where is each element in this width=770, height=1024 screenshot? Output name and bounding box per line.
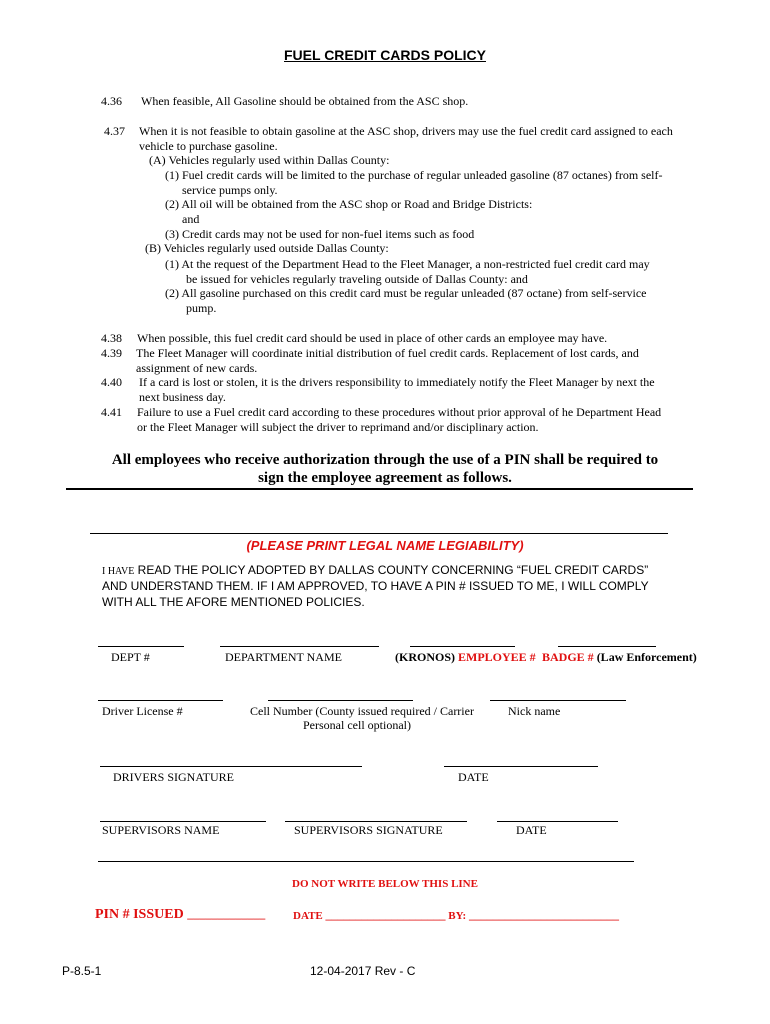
badge-number-label bbox=[542, 650, 697, 665]
do-not-write-label: DO NOT WRITE BELOW THIS LINE bbox=[292, 878, 478, 890]
drivers-signature-field[interactable] bbox=[100, 766, 362, 767]
nick-name-label: Nick name bbox=[508, 704, 561, 718]
kronos-label: (KRONOS) bbox=[395, 650, 455, 664]
employee-number-label bbox=[395, 650, 536, 665]
drivers-signature-label: DRIVERS SIGNATURE bbox=[113, 770, 235, 784]
item-text: (3) Credit cards may not be used for non-fuel items such as food bbox=[165, 227, 475, 241]
supervisors-name-field[interactable] bbox=[100, 821, 266, 822]
pin-date-row bbox=[293, 907, 619, 924]
section-number: 4.40 bbox=[101, 375, 122, 389]
section-text: assignment of new cards. bbox=[136, 361, 258, 375]
subsection-b: (B) Vehicles regularly used outside Dallas County: bbox=[145, 241, 389, 255]
cell-number-field[interactable] bbox=[268, 700, 413, 701]
dept-number-field[interactable] bbox=[98, 646, 184, 647]
supervisor-date-label: DATE bbox=[516, 823, 547, 837]
section-text: or the Fleet Manager will subject the driver to reprimand and/or disciplinary action. bbox=[137, 420, 539, 434]
print-name-label: (PLEASE PRINT LEGAL NAME LEGIABILITY) bbox=[246, 538, 524, 553]
supervisor-date-field[interactable] bbox=[497, 821, 618, 822]
item-text: be issued for vehicles regularly traveling outside of Dallas County: and bbox=[186, 272, 528, 286]
pin-date-label: DATE bbox=[293, 910, 323, 922]
item-text: pump. bbox=[186, 301, 217, 315]
item-text: (1) Fuel credit cards will be limited to the purchase of regular unleaded gasoline (87 octanes) from self- bbox=[165, 168, 663, 182]
pin-notice-line-1: All employees who receive authorization through the use of a PIN shall be required to bbox=[111, 452, 659, 468]
section-number: 4.36 bbox=[101, 94, 122, 108]
item-text: and bbox=[182, 212, 200, 226]
supervisors-signature-label: SUPERVISORS SIGNATURE bbox=[294, 823, 443, 837]
dept-label: DEPT # bbox=[111, 650, 150, 664]
form-code: P-8.5-1 bbox=[62, 964, 102, 978]
badge-number-field[interactable] bbox=[558, 646, 656, 647]
section-number: 4.37 bbox=[104, 124, 125, 138]
section-text: If a card is lost or stolen, it is the drivers responsibility to immediately notify the Fleet Manager by next the bbox=[139, 375, 655, 389]
section-text: When feasible, All Gasoline should be obtained from the ASC shop. bbox=[141, 94, 469, 108]
pin-by-field[interactable]: _________________________ bbox=[468, 908, 619, 922]
section-text: vehicle to purchase gasoline. bbox=[139, 139, 278, 153]
item-text: (2) All gasoline purchased on this credit card must be regular unleaded (87 octane) from self-service bbox=[165, 286, 647, 300]
badge-label: BADGE # bbox=[542, 650, 594, 664]
cell-number-label-2: Personal cell optional) bbox=[303, 718, 411, 732]
cut-line bbox=[98, 861, 634, 862]
pin-date-field[interactable]: ____________________ bbox=[325, 908, 446, 922]
supervisors-name-label: SUPERVISORS NAME bbox=[102, 823, 220, 837]
pin-by-label: BY: bbox=[448, 910, 467, 922]
revision-date: 12-04-2017 Rev - C bbox=[310, 964, 416, 978]
item-text: service pumps only. bbox=[182, 183, 278, 197]
pin-issued-label: PIN # ISSUED bbox=[95, 907, 184, 922]
subsection-a: (A) Vehicles regularly used within Dallas County: bbox=[149, 153, 390, 167]
pin-issued-field[interactable]: _____________ bbox=[187, 907, 266, 921]
driver-license-field[interactable] bbox=[98, 700, 223, 701]
driver-date-label: DATE bbox=[458, 770, 489, 784]
pin-notice-line-2: sign the employee agreement as follows. bbox=[258, 470, 512, 486]
section-number: 4.38 bbox=[101, 331, 122, 345]
item-text: (2) All oil will be obtained from the ASC shop or Road and Bridge Districts: bbox=[165, 197, 533, 211]
department-name-field[interactable] bbox=[220, 646, 379, 647]
section-text: The Fleet Manager will coordinate initial distribution of fuel credit cards. Replacement of lost cards, and bbox=[136, 346, 639, 360]
item-text: (1) At the request of the Department Head to the Fleet Manager, a non-restricted fuel credit card may bbox=[165, 257, 650, 271]
pin-issued-row bbox=[95, 905, 265, 924]
law-enforcement-label: (Law Enforcement) bbox=[596, 650, 697, 664]
supervisors-signature-field[interactable] bbox=[285, 821, 467, 822]
employee-number-field[interactable] bbox=[410, 646, 515, 647]
section-text: next business day. bbox=[139, 390, 226, 404]
section-number: 4.41 bbox=[101, 405, 122, 419]
notice-rule bbox=[66, 488, 693, 490]
page-title: FUEL CREDIT CARDS POLICY bbox=[284, 47, 486, 63]
section-text: Failure to use a Fuel credit card according to these procedures without prior approval of he Department Head bbox=[137, 405, 662, 419]
section-number: 4.39 bbox=[101, 346, 122, 360]
driver-date-field[interactable] bbox=[444, 766, 598, 767]
section-text: When it is not feasible to obtain gasoline at the ASC shop, drivers may use the fuel credit card assigned to each bbox=[139, 124, 673, 138]
legal-name-field[interactable] bbox=[90, 533, 668, 534]
nick-name-field[interactable] bbox=[490, 700, 626, 701]
agreement-line-2: AND UNDERSTAND THEM. IF I AM APPROVED, TO HAVE A PIN # ISSUED TO ME, I WILL COMPLY bbox=[102, 579, 649, 593]
agreement-line-1 bbox=[102, 563, 648, 577]
agreement-line-3: WITH ALL THE AFORE MENTIONED POLICIES. bbox=[102, 595, 365, 609]
driver-license-label: Driver License # bbox=[102, 704, 183, 718]
employee-label: EMPLOYEE # bbox=[458, 650, 536, 664]
agreement-prefix: I HAVE bbox=[102, 566, 135, 577]
cell-number-label-1: Cell Number (County issued required / Carrier bbox=[250, 704, 474, 718]
agreement-text: READ THE POLICY ADOPTED BY DALLAS COUNTY CONCERNING “FUEL CREDIT CARDS” bbox=[134, 563, 649, 577]
department-name-label: DEPARTMENT NAME bbox=[225, 650, 342, 664]
section-text: When possible, this fuel credit card should be used in place of other cards an employee may have. bbox=[137, 331, 608, 345]
